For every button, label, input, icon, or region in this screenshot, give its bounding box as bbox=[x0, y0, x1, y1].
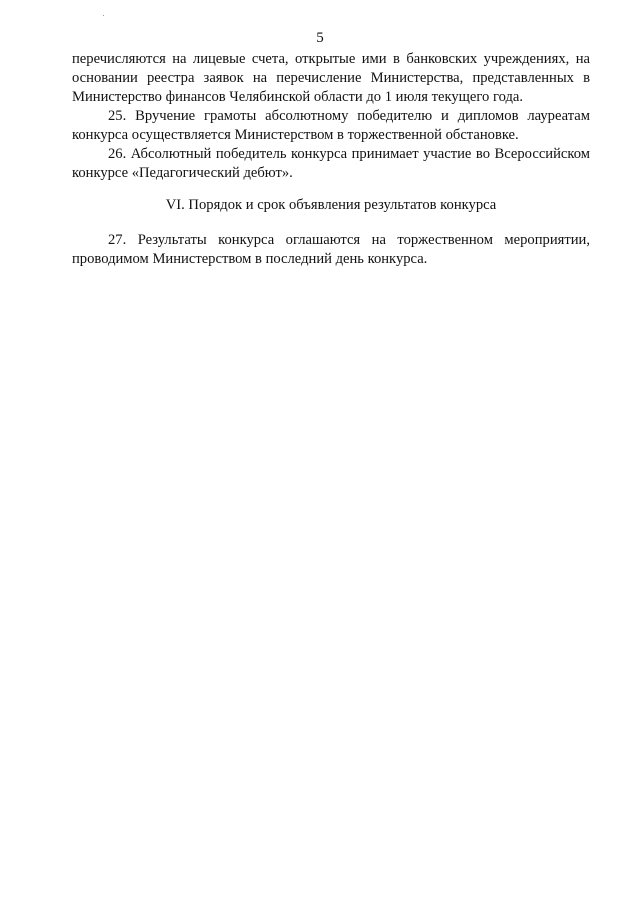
section-heading: VI. Порядок и срок объявления результатов конкурса bbox=[165, 197, 497, 213]
body-text-top bbox=[72, 50, 590, 183]
scan-speck bbox=[103, 15, 104, 16]
paragraph-25: 25. Вручение грамоты абсолютному победителю и дипломов лауреатам конкурса осуществляется Министерством в торжественной обстановке. bbox=[72, 108, 590, 143]
page-number: 5 bbox=[316, 30, 324, 46]
paragraph-continuation: перечисляются на лицевые счета, открытые ими в банковских учреждениях, на основании реестра заявок на перечисление Министерства, представленных в Министерство финансов Челябинской области до 1 июля текущего года. bbox=[72, 51, 590, 105]
paragraph-27: 27. Результаты конкурса оглашаются на торжественном мероприятии, проводимом Министерством в последний день конкурса. bbox=[72, 232, 590, 267]
body-text-bottom bbox=[72, 231, 590, 269]
paragraph-26: 26. Абсолютный победитель конкурса принимает участие во Всероссийском конкурсе «Педагогический дебют». bbox=[72, 146, 590, 181]
